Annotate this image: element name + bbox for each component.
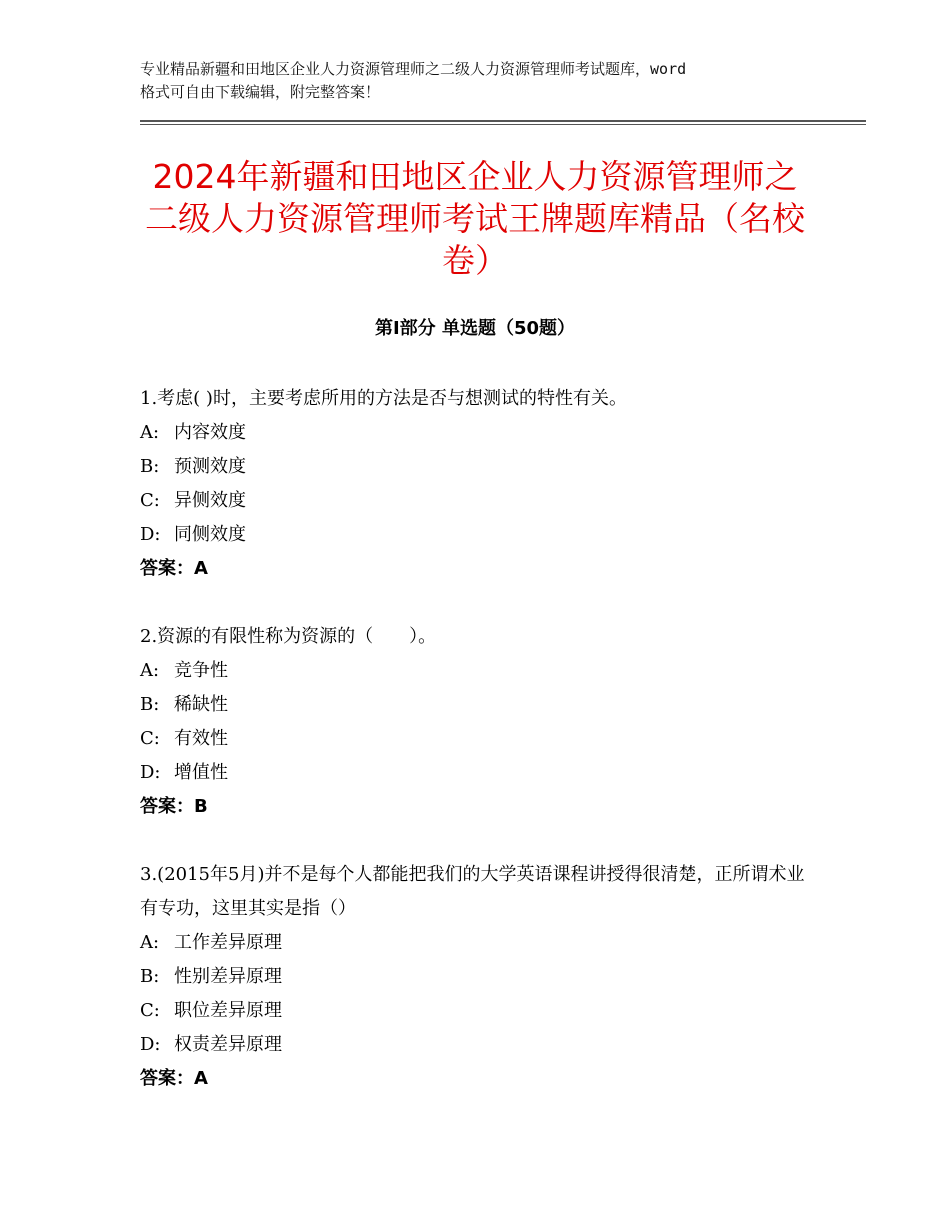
option-label: D: [140,524,161,545]
option-label: D: [140,1034,161,1055]
option-text: 预测效度 [174,456,246,477]
header-note [140,58,830,104]
option-text: 性别差异原理 [174,966,282,987]
option-b [140,688,810,722]
option-text: 同侧效度 [174,524,246,545]
option-label: A: [140,932,160,953]
option-label: D: [140,762,161,783]
header-divider-thin [140,124,866,125]
answer: 答案：A [140,1068,208,1089]
document-title: 2024年新疆和田地区企业人力资源管理师之二级人力资源管理师考试王牌题库精品（名校卷） [145,157,805,280]
option-label: C: [140,490,160,511]
option-c [140,994,810,1028]
option-label: C: [140,728,160,749]
option-text: 有效性 [174,728,228,749]
option-text: 增值性 [174,762,228,783]
question-stem: 1.考虑( )时，主要考虑所用的方法是否与想测试的特性有关。 [140,388,627,409]
option-a [140,654,810,688]
question-stem: 3.(2015年5月)并不是每个人都能把我们的大学英语课程讲授得很清楚，正所谓术业有专功，这里其实是指（） [140,864,805,919]
question-2 [140,620,810,824]
option-label: B: [140,694,160,715]
question-list [140,382,810,1130]
option-text: 内容效度 [174,422,246,443]
answer: 答案：A [140,558,208,579]
option-label: A: [140,660,160,681]
question-3 [140,858,810,1096]
option-a [140,926,810,960]
option-d [140,756,810,790]
header-note-line-1: 专业精品新疆和田地区企业人力资源管理师之二级人力资源管理师考试题库，word [140,60,687,78]
option-text: 职位差异原理 [174,1000,282,1021]
question-stem: 2.资源的有限性称为资源的（ ）。 [140,626,437,647]
option-c [140,722,810,756]
header-note-line-2: 格式可自由下载编辑，附完整答案！ [140,83,381,101]
option-label: B: [140,966,160,987]
option-b [140,450,810,484]
option-label: A: [140,422,160,443]
option-text: 权责差异原理 [174,1034,282,1055]
option-d [140,518,810,552]
option-text: 稀缺性 [174,694,228,715]
answer: 答案：B [140,796,208,817]
question-1 [140,382,810,586]
option-text: 异侧效度 [174,490,246,511]
option-label: C: [140,1000,160,1021]
option-d [140,1028,810,1062]
option-label: B: [140,456,160,477]
section-heading: 第Ⅰ部分 单选题（50题） [374,318,575,339]
option-text: 竞争性 [174,660,228,681]
option-b [140,960,810,994]
option-c [140,484,810,518]
option-text: 工作差异原理 [174,932,282,953]
header-divider-thick [140,120,866,122]
option-a [140,416,810,450]
